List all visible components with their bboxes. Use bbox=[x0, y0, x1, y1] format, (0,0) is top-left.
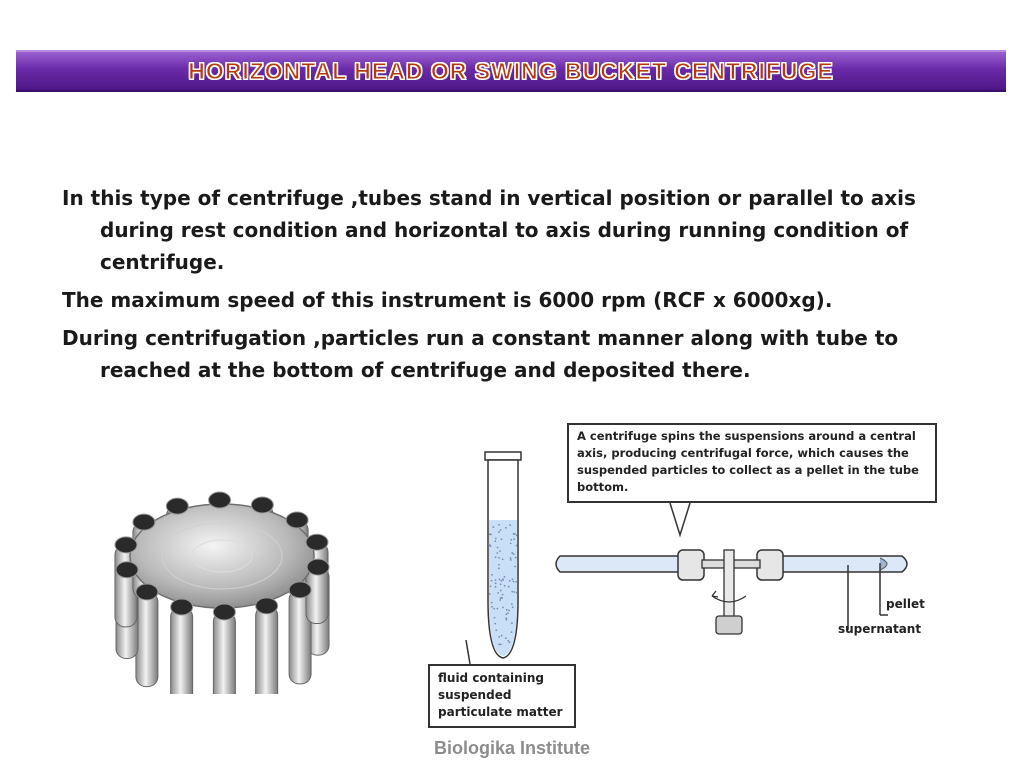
supernatant-label: supernatant bbox=[838, 622, 922, 636]
slide-title: HORIZONTAL HEAD OR SWING BUCKET CENTRIFUGE bbox=[188, 58, 834, 84]
pellet-label: pellet bbox=[886, 597, 925, 611]
bullet-item: In this type of centrifuge ,tubes stand in vertical position or parallel to axis during rest condition and horizontal to axis during running condition of centrifuge. bbox=[62, 186, 916, 274]
footer-credit: Biologika Institute bbox=[433, 738, 590, 758]
centrifuge-callout: A centrifuge spins the suspensions around a central axis, producing centrifugal force, which causes the suspended particles to collect as a pellet in the tube bottom. bbox=[567, 423, 937, 503]
bullet-item: During centrifugation ,particles run a constant manner along with tube to reached at the bottom of centrifuge and deposited there. bbox=[62, 326, 899, 382]
fluid-callout: fluid containing suspended particulate matter bbox=[428, 664, 576, 728]
bullet-item: The maximum speed of this instrument is 6000 rpm (RCF x 6000xg). bbox=[62, 288, 833, 312]
